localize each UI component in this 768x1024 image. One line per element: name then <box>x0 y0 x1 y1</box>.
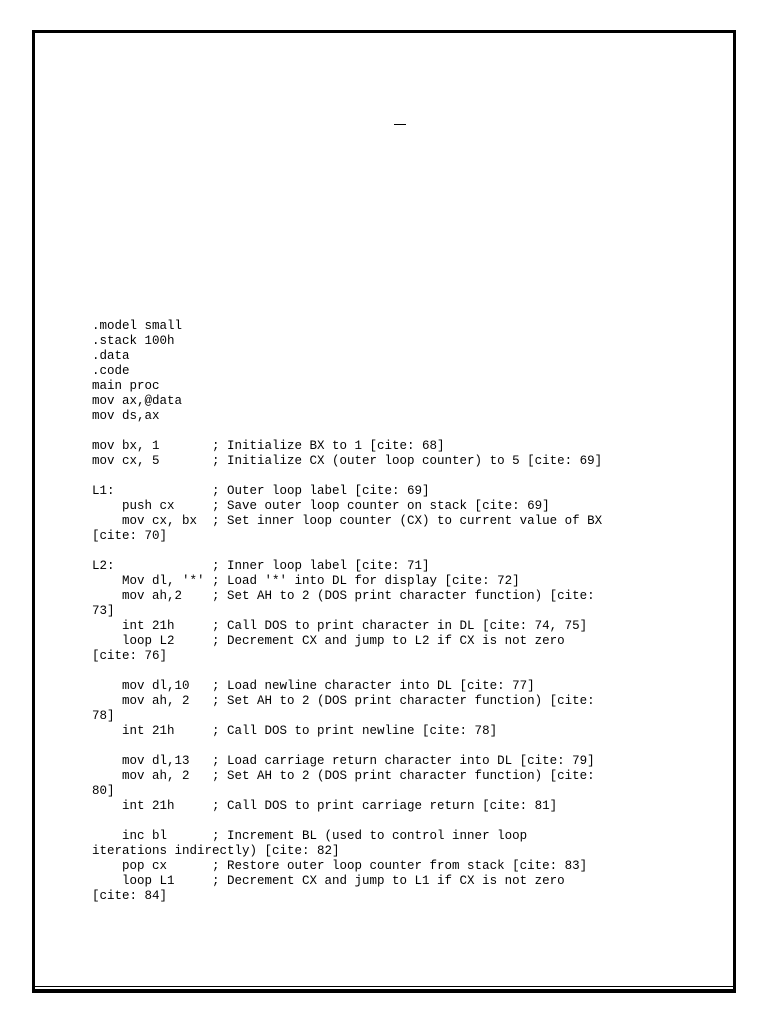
code-line: mov bx, 1 ; Initialize BX to 1 [cite: 68] <box>92 439 445 453</box>
code-line: [cite: 76] <box>92 649 168 663</box>
code-line <box>92 424 692 439</box>
code-line: mov ah,2 ; Set AH to 2 (DOS print character function) [cite: <box>92 589 595 603</box>
code-line <box>92 739 692 754</box>
code-line: 80] <box>92 784 115 798</box>
code-line: loop L2 ; Decrement CX and jump to L2 if CX is not zero <box>92 634 565 648</box>
assembly-code-listing <box>92 319 692 904</box>
code-line: loop L1 ; Decrement CX and jump to L1 if CX is not zero <box>92 874 565 888</box>
code-line: mov dl,13 ; Load carriage return character into DL [cite: 79] <box>92 754 595 768</box>
code-line <box>92 664 692 679</box>
code-line: mov ah, 2 ; Set AH to 2 (DOS print character function) [cite: <box>92 769 595 783</box>
code-line: main proc <box>92 379 160 393</box>
code-line: int 21h ; Call DOS to print newline [cite: 78] <box>92 724 498 738</box>
code-line: mov ds,ax <box>92 409 160 423</box>
page-border-bottom-rule <box>35 986 733 987</box>
code-line: .model small <box>92 319 183 333</box>
code-line <box>92 814 692 829</box>
code-line: [cite: 70] <box>92 529 168 543</box>
code-line: L2: ; Inner loop label [cite: 71] <box>92 559 430 573</box>
code-line: int 21h ; Call DOS to print character in DL [cite: 74, 75] <box>92 619 588 633</box>
code-line: 78] <box>92 709 115 723</box>
code-line: L1: ; Outer loop label [cite: 69] <box>92 484 430 498</box>
code-line: .stack 100h <box>92 334 175 348</box>
code-line: mov ah, 2 ; Set AH to 2 (DOS print character function) [cite: <box>92 694 595 708</box>
code-line: mov ax,@data <box>92 394 183 408</box>
code-line <box>92 544 692 559</box>
code-line <box>92 469 692 484</box>
code-line: push cx ; Save outer loop counter on stack [cite: 69] <box>92 499 550 513</box>
code-line: int 21h ; Call DOS to print carriage return [cite: 81] <box>92 799 558 813</box>
code-line: .code <box>92 364 130 378</box>
code-line: [cite: 84] <box>92 889 168 903</box>
code-line: mov cx, 5 ; Initialize CX (outer loop counter) to 5 [cite: 69] <box>92 454 603 468</box>
code-line: Mov dl, '*' ; Load '*' into DL for display [cite: 72] <box>92 574 520 588</box>
page-header-dash <box>394 124 406 125</box>
code-line: mov cx, bx ; Set inner loop counter (CX) to current value of BX <box>92 514 603 528</box>
code-line: mov dl,10 ; Load newline character into DL [cite: 77] <box>92 679 535 693</box>
code-line: .data <box>92 349 130 363</box>
code-line: iterations indirectly) [cite: 82] <box>92 844 340 858</box>
code-line: pop cx ; Restore outer loop counter from stack [cite: 83] <box>92 859 588 873</box>
code-line: 73] <box>92 604 115 618</box>
code-line: inc bl ; Increment BL (used to control inner loop <box>92 829 528 843</box>
